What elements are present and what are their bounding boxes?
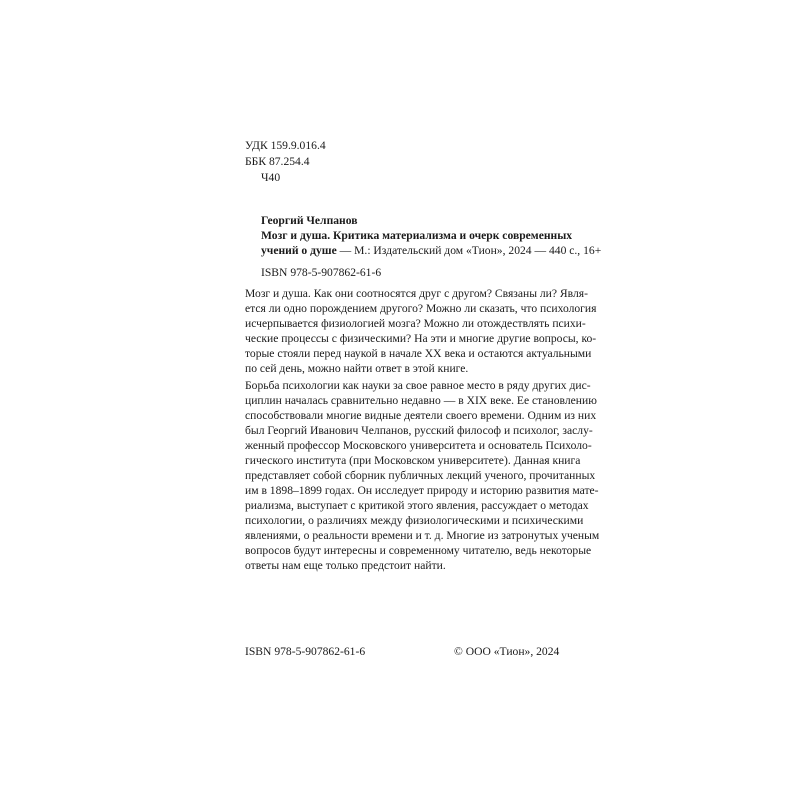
annotation-line: явлениями, о реальности времени и т. д. Многие из затронутых ученым: [245, 529, 600, 542]
author-name: Георгий Челпанов: [261, 214, 358, 227]
isbn-record: ISBN 978-5-907862-61-6: [261, 266, 382, 279]
annotation-line: ответы нам еще только предстоит найти.: [245, 559, 446, 572]
annotation-line: исчерпывается физиологией мозга? Можно ли отождествлять психи-: [245, 317, 586, 330]
author-mark: Ч40: [261, 171, 281, 184]
annotation-line: способствовали многие видные деятели своего времени. Одним из них: [245, 409, 597, 422]
bbk-code: ББК 87.254.4: [245, 155, 310, 168]
annotation-line: циплин началась сравнительно недавно — в XIX веке. Ее становлению: [245, 394, 597, 407]
annotation-line: женный профессор Московского университета и основатель Психоло-: [245, 439, 592, 452]
annotation-line: по сей день, можно найти ответ в этой книге.: [245, 362, 469, 375]
annotation-line: им в 1898–1899 годах. Он исследует природу и историю развития мате-: [245, 484, 599, 497]
annotation-line: риализма, выступает с критикой этого явления, рассуждает о методах: [245, 499, 589, 512]
footer-isbn: ISBN 978-5-907862-61-6: [245, 645, 366, 658]
book-title-end: учений о душе: [261, 244, 337, 257]
annotation-line: торые стояли перед наукой в начале XX века и остаются актуальными: [245, 347, 592, 360]
annotation-line: ется ли одно порождением другого? Можно ли сказать, что психология: [245, 302, 597, 315]
annotation-line: ческие процессы с физическими? На эти и многие другие вопросы, ко-: [245, 332, 597, 345]
annotation-line: Мозг и душа. Как они соотносятся друг с другом? Связаны ли? Явля-: [245, 287, 588, 300]
footer-copyright: © ООО «Тион», 2024: [454, 645, 560, 658]
udk-code: УДК 159.9.016.4: [245, 139, 326, 152]
book-title-line2: [261, 243, 601, 258]
publication-details: — М.: Издательский дом «Тион», 2024 — 440 с., 16+: [336, 244, 602, 257]
annotation-line: психологии, о различиях между физиологическими и психическими: [245, 514, 584, 527]
annotation-line: гического института (при Московском университете). Данная книга: [245, 454, 581, 467]
book-title-line1: Мозг и душа. Критика материализма и очерк современных: [261, 229, 573, 242]
annotation-line: представляет собой сборник публичных лекций ученого, прочитанных: [245, 469, 596, 482]
annotation-line: Борьба психологии как науки за свое равное место в ряду других дис-: [245, 379, 591, 392]
annotation-line: вопросов будут интересны и современному читателю, ведь некоторые: [245, 544, 592, 557]
annotation-line: был Георгий Иванович Челпанов, русский философ и психолог, заслу-: [245, 424, 593, 437]
